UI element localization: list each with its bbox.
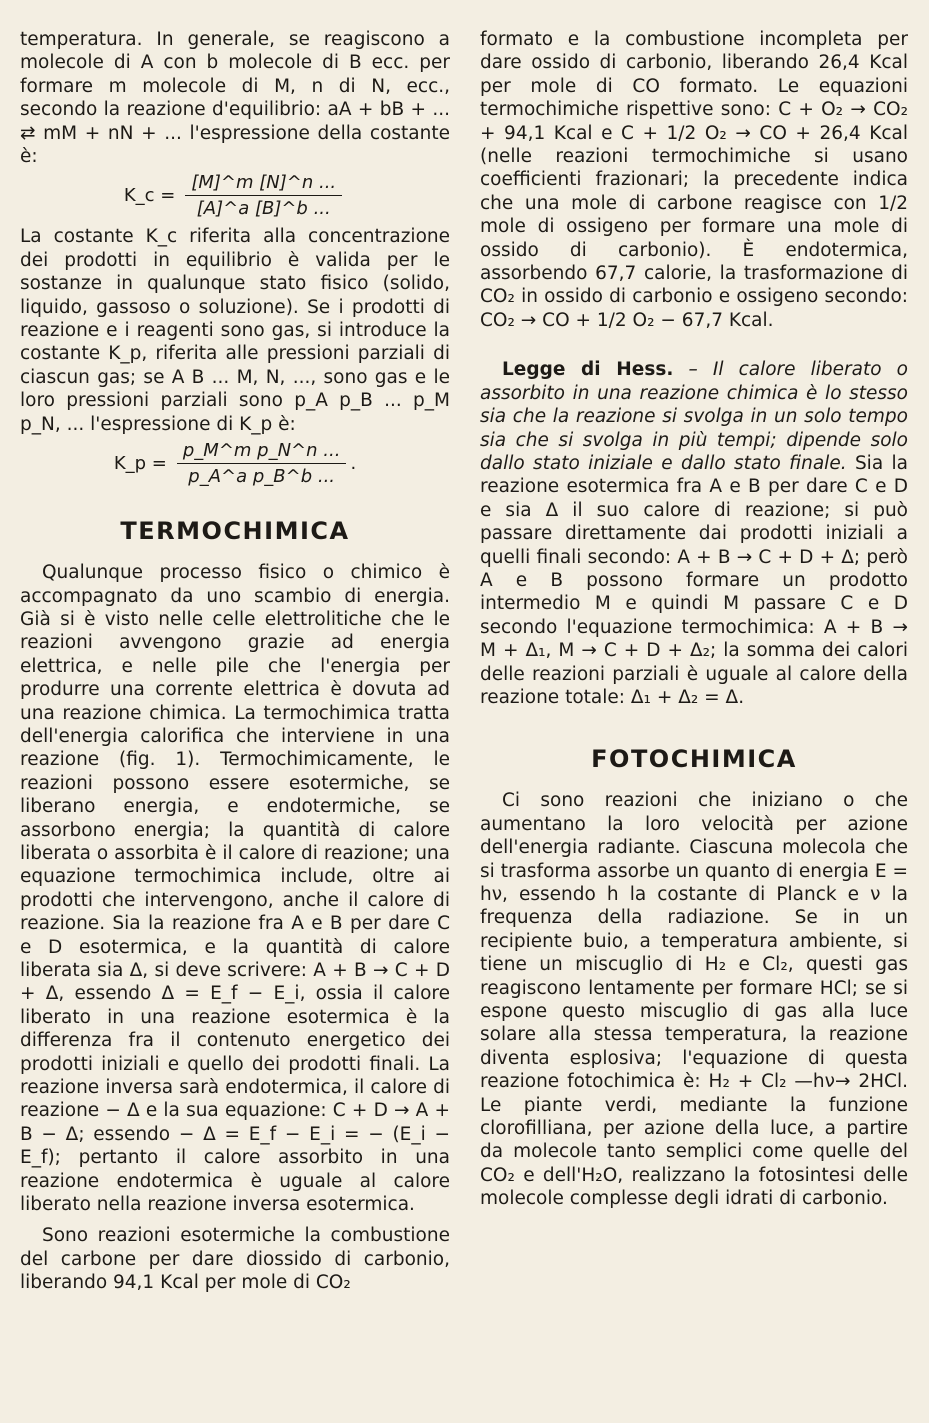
- hess-law-statement: – Il calore liberato o assorbito in una reazione chimica è lo stesso sia che la reazione si svolga in un solo tempo sia che si svolga in più tempi; dipende solo dallo stato iniziale e dallo stato finale.: [480, 359, 909, 474]
- kp-equation: [20, 440, 450, 487]
- fotochimica-paragraph: Ci sono reazioni che iniziano o che aumentano la loro velocità per azione dell'energia radiante. Ciascuna molecola che si trasforma assorbe un quanto di energia E = hν, essendo h la costante di Planck e ν la frequenza della radiazione. Se in un recipiente buio, a temperatura ambiente, si tiene un miscuglio di H₂ e Cl₂, questi gas reagiscono lentamente per formare HCl; se si espone questo miscuglio di gas alla luce solare alla stessa temperatura, la reazione diventa esplosiva; l'equazione di questa reazione fotochimica è: H₂ + Cl₂ —hν→ 2HCl. Le piante verdi, mediante la funzione clorofilliana, per azione della luce, a partire da molecole tanto semplici come quelle del CO₂ e dell'H₂O, realizzano la fotosintesi delle molecole complesse degli idrati di carbonio.: [480, 790, 908, 1210]
- kc-denominator: [A]^a [B]^b ...: [196, 198, 331, 220]
- kp-tail: .: [350, 453, 357, 475]
- kp-denominator: p_A^a p_B^b ...: [188, 466, 336, 488]
- right-column: [480, 28, 908, 1211]
- hess-paragraph: [480, 358, 908, 709]
- heading-termochimica: TERMOCHIMICA: [120, 517, 350, 546]
- kc-numerator: [M]^m [N]^n ...: [185, 172, 342, 196]
- kp-lhs: K_p =: [113, 453, 167, 475]
- esotermiche-paragraph: Sono reazioni esotermiche la combustione del carbone per dare diossido di carbonio, liberando 94,1 Kcal per mole di CO₂: [20, 1225, 450, 1294]
- termochimica-paragraph: Qualunque processo fisico o chimico è accompagnato da uno scambio di energia. Già si è visto nelle celle elettrolitiche che le reazioni avvengono grazie ad energia elettrica, e nelle pile che l'energia per produrre una corrente elettrica è dovuta ad una reazione chimica. La termochimica tratta dell'energia calorifica che interviene in una reazione (fig. 1). Termochimicamente, le reazioni possono essere esotermiche, se liberano energia, e endotermiche, se assorbono energia; la quantità di calore liberata o assorbita è il calore di reazione; una equazione termochimica include, oltre ai prodotti che intervengono, anche il calore di reazione. Sia la reazione fra A e B per dare C e D esotermica, e la quantità di calore liberata sia Δ, si deve scrivere: A + B → C + D + Δ, essendo Δ = E_f − E_i, ossia il calore liberato in una reazione esotermica è la differenza fra il contenuto energetico dei prodotti iniziali e quello dei prodotti finali. La reazione inversa sarà endotermica, il calore di reazione − Δ e la sua equazione: C + D → A + B − Δ; essendo − Δ = E_f − E_i = − (E_i − E_f); pertanto il calore assorbito in una reazione endotermica è uguale al calore liberato nella reazione inversa esotermica.: [20, 562, 450, 1216]
- left-column: [20, 28, 450, 1295]
- kc-equation: [20, 172, 450, 219]
- heading-fotochimica: FOTOCHIMICA: [591, 745, 797, 774]
- combustione-paragraph: formato e la combustione incompleta per dare ossido di carbonio, liberando 26,4 Kcal per mole di CO formato. Le equazioni termochimiche rispettive sono: C + O₂ → CO₂ + 94,1 Kcal e C + 1/2 O₂ → CO + 26,4 Kcal (nelle reazioni termochimiche si usano coefficienti frazionari; la precedente indica che una mole di carbone reagisce con 1/2 mole di ossigeno per formare una mole di ossido di carbonio). È endotermica, assorbendo 67,7 calorie, la trasformazione di CO₂ in ossido di carbonio e ossigeno secondo: CO₂ → CO + 1/2 O₂ − 67,7 Kcal.: [480, 29, 908, 331]
- hess-title: Legge di Hess.: [502, 359, 674, 381]
- kc-fraction: [185, 172, 342, 219]
- kc-kp-paragraph: La costante K_c riferita alla concentrazione dei prodotti in equilibrio è valida per le sostanze in qualunque stato fisico (solido, liquido, gassoso o soluzione). Se i prodotti di reazione e i reagenti sono gas, si introduce la costante K_p, riferita alle pressioni parziali di ciascun gas; se A B ... M, N, ..., sono gas e le loro pressioni parziali sono p_A p_B ... p_M p_N, ... l'espressione di K_p è:: [20, 226, 450, 435]
- kc-lhs: K_c =: [123, 185, 176, 207]
- hess-explanation: Sia la reazione esotermica fra A e B per dare C e D e sia Δ il suo calore di reazione; si può passare direttamente dai prodotti iniziali a quelli finali secondo: A + B → C + D + Δ; però A e B possono formare un prodotto intermedio M e quindi M passare C e D secondo l'equazione termochimica: A + B → M + Δ₁, M → C + D + Δ₂; la somma dei calori delle reazioni parziali è uguale al calore della reazione totale: Δ₁ + Δ₂ = Δ.: [480, 452, 908, 708]
- kp-fraction: [177, 440, 347, 487]
- kp-numerator: p_M^m p_N^n ...: [177, 440, 347, 464]
- equilibrium-paragraph: temperatura. In generale, se reagiscono a molecole di A con b molecole di B ecc. per formare m molecole di M, n di N, ecc., secondo la reazione d'equilibrio: aA + bB + ... ⇄ mM + nN + ... l'espressione della costante è:: [20, 29, 450, 168]
